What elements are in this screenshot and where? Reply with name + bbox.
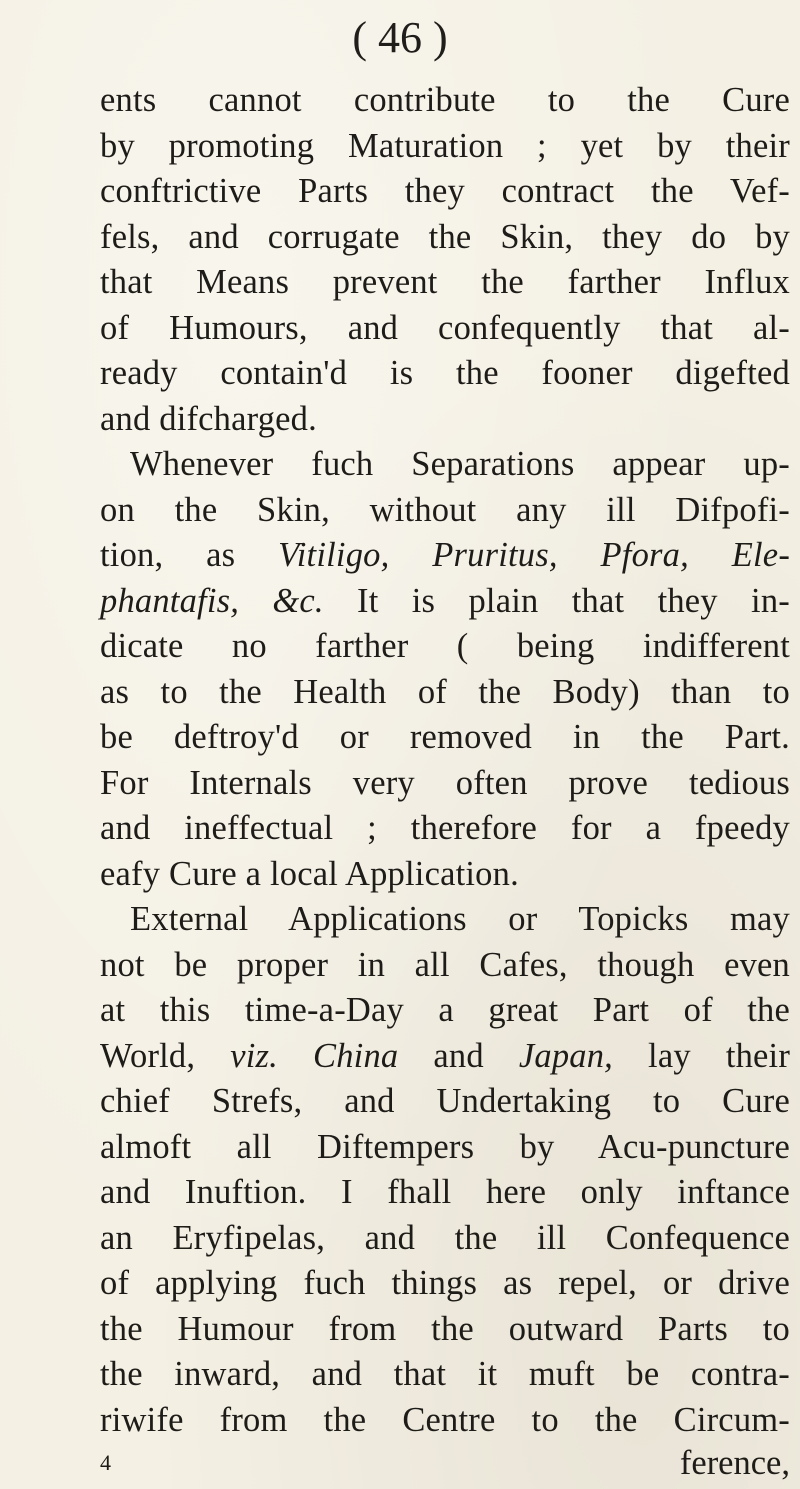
body-text xyxy=(100,78,790,1443)
text-line: fels, and corrugate the Skin, they do by xyxy=(100,217,790,256)
text-line: ents cannot contribute to the Cure xyxy=(100,81,790,119)
text-line: of applying fuch things as repel, or drive xyxy=(100,1264,790,1302)
text-line: riwife from the Centre to the Circum- xyxy=(100,1400,790,1439)
text-line: and difcharged. xyxy=(100,399,317,438)
text-line: of Humours, and confequently that al- xyxy=(100,308,790,347)
text-line: the inward, and that it muft be contra- xyxy=(100,1355,790,1393)
text-line-italic-terms: phantafis, &c. It is plain that they in- xyxy=(100,581,790,620)
text-line: almoft all Diftempers by Acu-puncture xyxy=(100,1127,790,1166)
text-line: at this time-a-Day a great Part of the xyxy=(100,991,790,1029)
text-line: on the Skin, without any ill Difpofi- xyxy=(100,490,790,529)
text-line: not be proper in all Cafes, though even xyxy=(100,945,790,984)
text-line: chief Strefs, and Undertaking to Cure xyxy=(100,1082,790,1120)
catchword: ference, xyxy=(679,1444,790,1482)
page-number: ( 46 ) xyxy=(352,13,448,62)
text-line: as to the Health of the Body) than to xyxy=(100,672,790,711)
paragraph-start: External Applications or Topicks may xyxy=(130,900,790,938)
paragraph-start: Whenever fuch Separations appear up- xyxy=(130,445,790,483)
text-line: conftrictive Parts they contract the Vef- xyxy=(100,172,790,210)
text-line-italic-terms: tion, as Vitiligo, Pruritus, Pfora, Ele- xyxy=(100,536,791,574)
text-line-italic-terms: World, viz. China and Japan, lay their xyxy=(100,1036,791,1075)
text-line: dicate no farther ( being indifferent xyxy=(100,627,790,665)
text-line: For Internals very often prove tedious xyxy=(100,763,790,802)
signature-mark: 4 xyxy=(100,1450,111,1475)
text-line: be deftroy'd or removed in the Part. xyxy=(100,718,790,756)
text-line: by promoting Maturation ; yet by their xyxy=(100,126,790,165)
text-line: and ineffectual ; therefore for a fpeedy xyxy=(100,809,790,847)
text-line: eafy Cure a local Application. xyxy=(100,854,519,893)
text-line: an Eryfipelas, and the ill Confequence xyxy=(100,1218,790,1257)
text-line: ready contain'd is the fooner digefted xyxy=(100,354,790,392)
page-footer xyxy=(100,1440,790,1486)
text-line: the Humour from the outward Parts to xyxy=(100,1309,790,1348)
text-line: that Means prevent the farther Influx xyxy=(100,263,790,301)
text-line: and Inuftion. I fhall here only inftance xyxy=(100,1173,790,1211)
